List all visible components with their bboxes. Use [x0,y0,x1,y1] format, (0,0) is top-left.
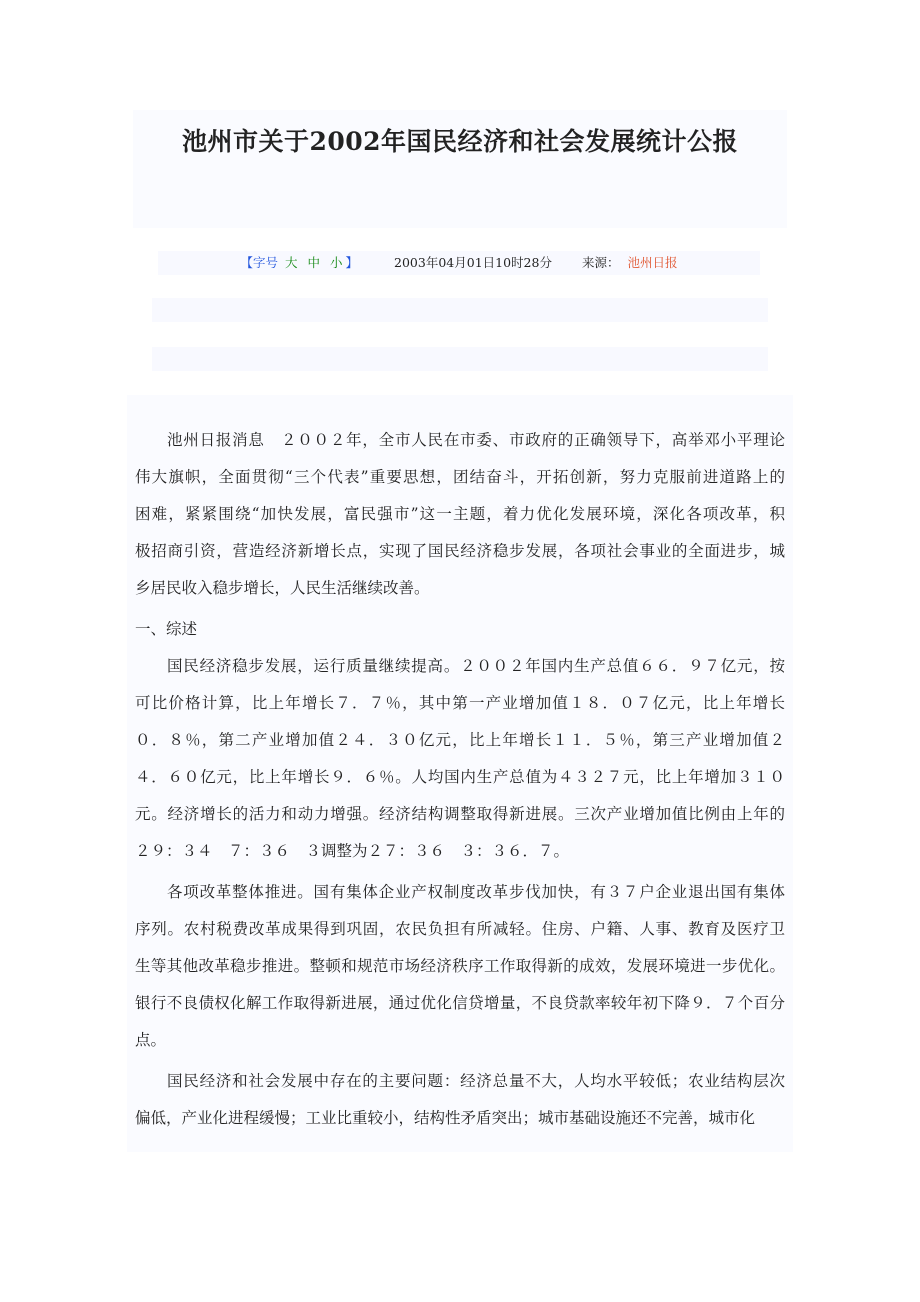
article-meta-bar [158,251,760,275]
page-title: 池州市关于2002年国民经济和社会发展统计公报 [181,127,739,156]
paragraph-line: 偏低，产业化进程缓慢；工业比重较小，结构性矛盾突出；城市基础设施还不完善，城市化 [135,1109,756,1127]
paragraph-line: 银行不良债权化解工作取得新进展，通过优化信贷增量，不良贷款率较年初下降９．７个百分 [135,994,785,1012]
section-heading: 一、综述 [135,620,198,638]
empty-bar [152,347,768,371]
paragraph-line: 困难，紧紧围绕“加快发展，富民强市”这一主题，着力优化发展环境，深化各项改革，积 [135,505,785,523]
paragraph-line: 池州日报消息 ２００２年，全市人民在市委、市政府的正确领导下，高举邓小平理论 [167,431,785,449]
font-size-small-link[interactable]: 小 [330,255,343,270]
paragraph-line: 国民经济和社会发展中存在的主要问题：经济总量不大，人均水平较低；农业结构层次 [167,1072,785,1090]
paragraph-line: 点。 [135,1031,167,1049]
font-size-bracket-open: 【 [240,255,254,270]
font-size-medium-link[interactable]: 中 [307,255,321,270]
paragraph-line: 极招商引资，营造经济新增长点，实现了国民经济稳步发展，各项社会事业的全面进步，城 [135,542,785,560]
paragraph [135,1063,785,1137]
paragraph-line: 各项改革整体推进。国有集体企业产权制度改革步伐加快，有３７户企业退出国有集体 [167,883,785,901]
paragraph [135,422,785,607]
paragraph-line: ０．８％，第二产业增加值２４．３０亿元，比上年增长１１．５％，第三产业增加值２ [135,731,785,749]
empty-bar [152,298,768,322]
font-size-label: 字号 [253,255,279,270]
paragraph-line: 国民经济稳步发展，运行质量继续提高。２００２年国内生产总值６６．９７亿元，按 [167,657,785,675]
paragraph-line: 元。经济增长的活力和动力增强。经济结构调整取得新进展。三次产业增加值比例由上年的 [135,805,785,823]
paragraph [135,648,785,870]
font-size-large-link[interactable]: 大 [285,255,298,270]
publish-datetime: 2003年04月01日10时28分 [394,255,552,270]
article-content [135,422,785,1141]
source-link[interactable]: 池州日报 [627,255,678,270]
paragraph [135,874,785,1059]
title-box [133,110,787,228]
paragraph-line: 生等其他改革稳步推进。整顿和规范市场经济秩序工作取得新的成效，发展环境进一步优化。 [135,957,785,975]
paragraph-line: 伟大旗帜，全面贯彻“三个代表”重要思想，团结奋斗，开拓创新，努力克服前进道路上的 [135,468,785,486]
paragraph-line: 乡居民收入稳步增长，人民生活继续改善。 [135,579,430,597]
font-size-bracket-close: 】 [345,255,359,270]
article-body [127,395,793,1152]
paragraph-line: 可比价格计算，比上年增长７．７％，其中第一产业增加值１８．０７亿元，比上年增长 [135,694,785,712]
paragraph-line: 序列。农村税费改革成果得到巩固，农民负担有所减轻。住房、户籍、人事、教育及医疗卫 [135,920,785,938]
paragraph-line: ４．６０亿元，比上年增长９．６％。人均国内生产总值为４３２７元，比上年增加３１０ [135,768,785,786]
paragraph-line: ２９：３４ ７：３６ ３调整为２７：３６ ３：３６．７。 [135,842,570,860]
source-label: 来源： [581,255,620,270]
